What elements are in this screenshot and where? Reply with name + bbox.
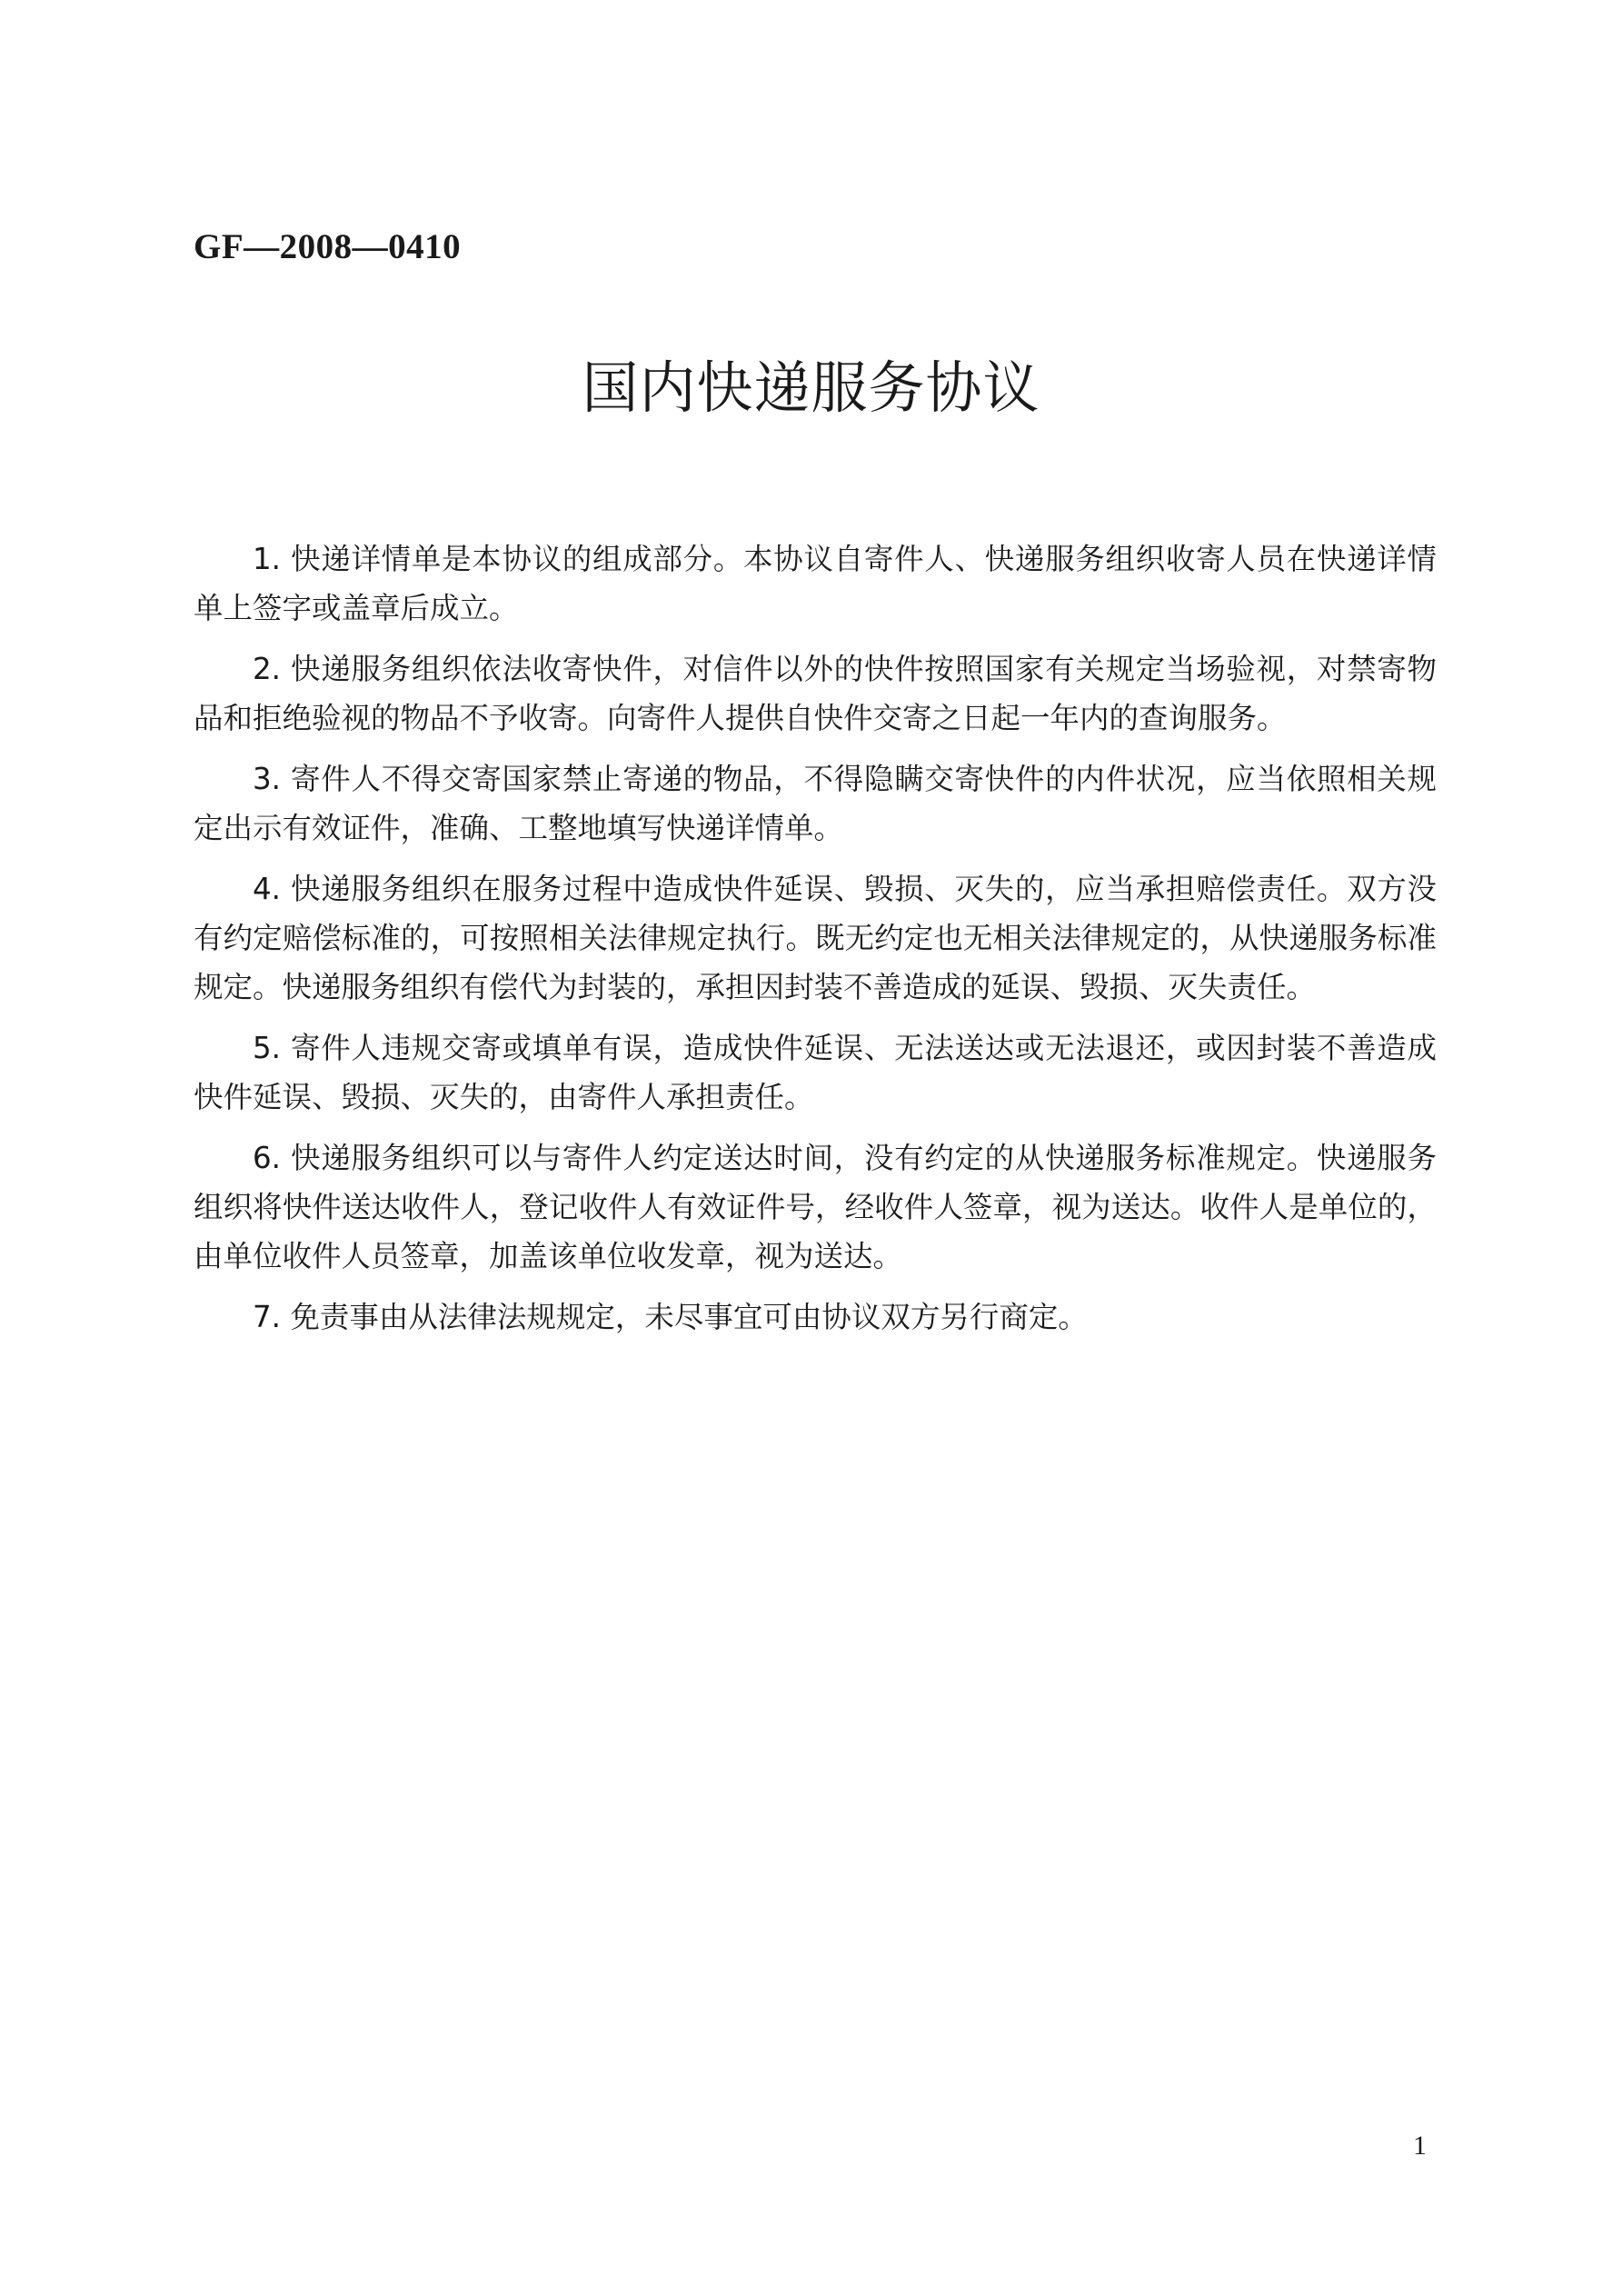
clause-7: 7. 免责事由从法律法规规定，未尽事宜可由协议双方另行商定。 <box>253 1300 1088 1334</box>
clause-6: 6. 快递服务组织可以与寄件人约定送达时间，没有约定的从快递服务标准规定。快递服务组织将快件送达收件人，登记收件人有效证件号，经收件人签章，视为送达。收件人是单位的，由单位收件人员签章，加盖该单位收发章，视为送达。 <box>194 1141 1437 1273</box>
document-title: 国内快递服务协议 <box>582 354 1040 421</box>
page-number: 1 <box>1413 2131 1427 2161</box>
clause-2: 2. 快递服务组织依法收寄快件，对信件以外的快件按照国家有关规定当场验视，对禁寄物品和拒绝验视的物品不予收寄。向寄件人提供自快件交寄之日起一年内的查询服务。 <box>194 652 1437 735</box>
clause-1: 1. 快递详情单是本协议的组成部分。本协议自寄件人、快递服务组织收寄人员在快递详情单上签字或盖章后成立。 <box>194 542 1437 625</box>
document-code: GF—2008—0410 <box>194 227 462 266</box>
clause-5: 5. 寄件人违规交寄或填单有误，造成快件延误、无法送达或无法退还，或因封装不善造成快件延误、毁损、灭失的，由寄件人承担责任。 <box>194 1031 1437 1114</box>
clause-list <box>194 534 1437 1353</box>
clause-4: 4. 快递服务组织在服务过程中造成快件延误、毁损、灭失的，应当承担赔偿责任。双方没有约定赔偿标准的，可按照相关法律规定执行。既无约定也无相关法律规定的，从快递服务标准规定。快递服务组织有偿代为封装的，承担因封装不善造成的延误、毁损、灭失责任。 <box>194 872 1437 1004</box>
clause-3: 3. 寄件人不得交寄国家禁止寄递的物品，不得隐瞒交寄快件的内件状况，应当依照相关规定出示有效证件，准确、工整地填写快递详情单。 <box>194 762 1437 845</box>
